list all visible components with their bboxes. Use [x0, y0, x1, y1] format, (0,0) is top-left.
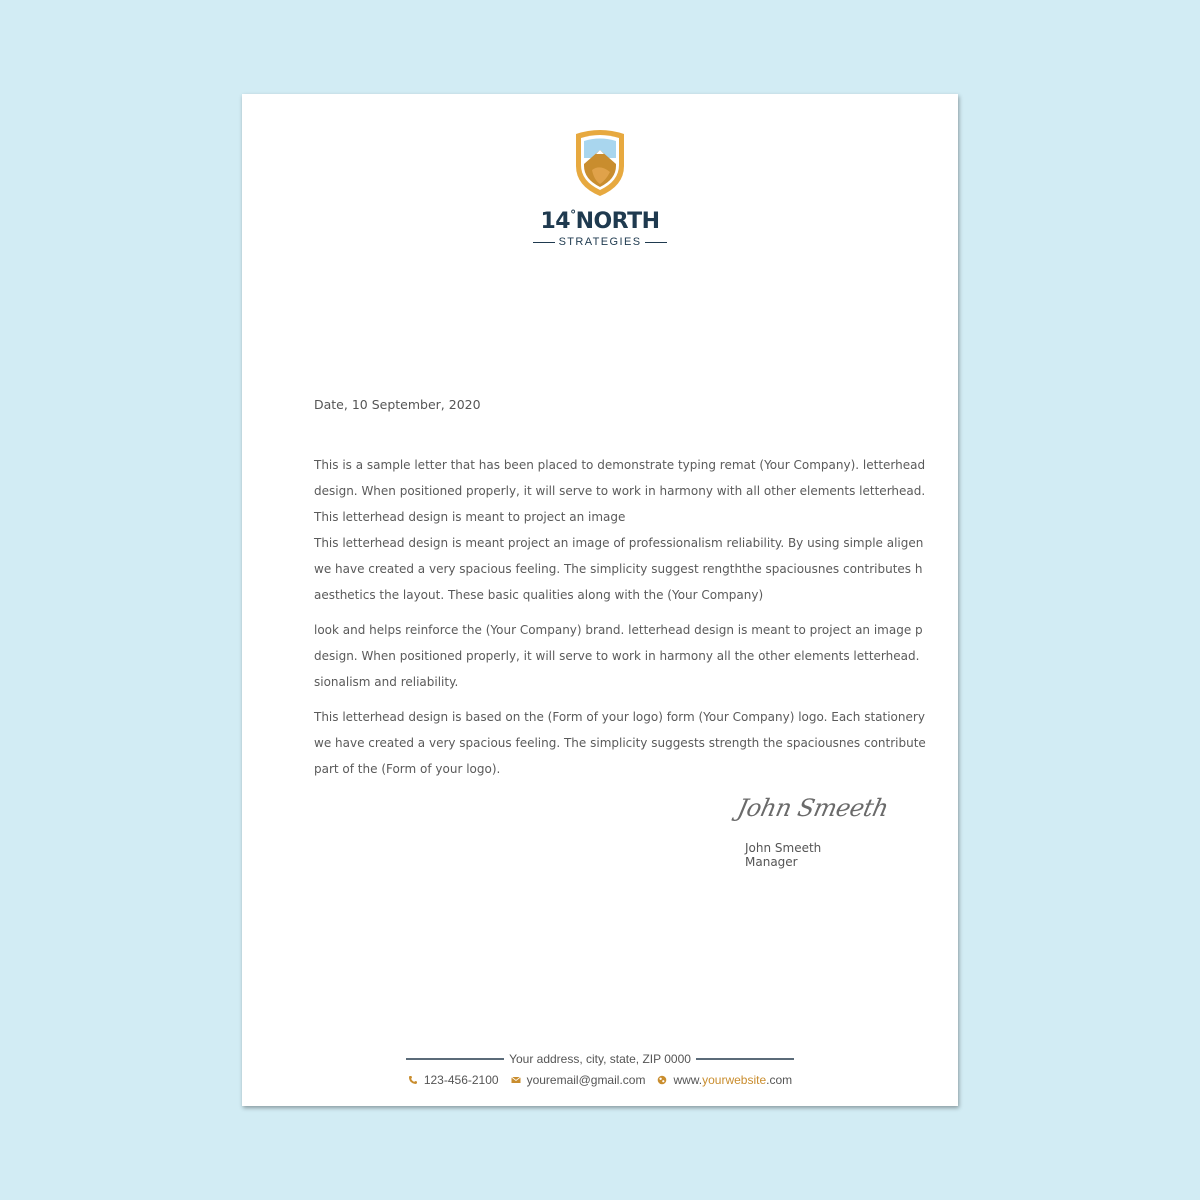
brand-subtitle-row: [500, 236, 700, 248]
brand-subtitle: STRATEGIES: [558, 236, 642, 248]
letter-body: [314, 452, 926, 791]
handwritten-signature: [735, 794, 898, 846]
footer-website[interactable]: [657, 1073, 792, 1087]
paragraph-line: This letterhead design is based on the (Form of your logo) form (Your Company) logo. Each stationery: [314, 710, 925, 724]
signer-block: [745, 841, 821, 869]
paragraph-line: design. When positioned properly, it will serve to work in harmony with all other elements letterhead.: [314, 484, 926, 498]
shield-mountain-logo: [570, 128, 630, 200]
paragraph-line: This is a sample letter that has been placed to demonstrate typing remat (Your Company). letterhead: [314, 458, 926, 472]
subtitle-rule-left: [533, 242, 555, 243]
paragraph-line: part of the (Form of your logo).: [314, 762, 501, 776]
brand-name: [500, 202, 700, 235]
letter-date: Date, 10 September, 2020: [314, 397, 481, 412]
paragraph: [314, 530, 924, 608]
paragraph: [314, 704, 926, 782]
letterhead-page: [242, 94, 958, 1106]
brand-degree: °: [570, 208, 576, 222]
paragraph-line: This letterhead design is meant to project an image: [314, 510, 626, 524]
website-suffix: .com: [766, 1073, 793, 1087]
paragraph: [314, 452, 926, 530]
footer-address-row: [406, 1052, 794, 1066]
envelope-icon: [511, 1075, 521, 1085]
paragraph-line: This letterhead design is meant project an image of professionalism reliability. By using simple aligen: [314, 536, 924, 550]
globe-icon: [657, 1075, 667, 1085]
paragraph-line: design. When positioned properly, it will serve to work in harmony all the other elements letterhead.: [314, 649, 920, 663]
brand-wordmark: [500, 202, 700, 248]
paragraph-line: we have created a very spacious feeling. The simplicity suggest rengththe spaciousnes contributes h: [314, 562, 923, 576]
phone-icon: [408, 1075, 418, 1085]
brand-number: 14: [540, 209, 571, 234]
phone-number: 123-456-2100: [423, 1073, 499, 1087]
footer-contact-row: [406, 1073, 794, 1087]
footer-rule-right: [696, 1058, 794, 1060]
signature-text: John Smeeth: [735, 794, 891, 822]
footer-email[interactable]: [511, 1073, 646, 1087]
website-prefix: www.: [673, 1073, 703, 1087]
website-name: yourwebsite: [702, 1073, 767, 1087]
paragraph: [314, 617, 923, 695]
footer-phone: [408, 1073, 499, 1087]
paragraph-line: aesthetics the layout. These basic qualities along with the (Your Company): [314, 588, 764, 602]
subtitle-rule-right: [645, 242, 667, 243]
signer-name: John Smeeth: [745, 841, 822, 855]
brand-name-text: NORTH: [575, 209, 660, 234]
footer-rule-left: [406, 1058, 504, 1060]
signer-title: Manager: [745, 855, 798, 869]
paragraph-line: we have created a very spacious feeling. The simplicity suggests strength the spaciousnes contribute: [314, 736, 926, 750]
footer-address: Your address, city, state, ZIP 0000: [509, 1052, 691, 1066]
website-url[interactable]: [673, 1073, 792, 1087]
paragraph-line: look and helps reinforce the (Your Company) brand. letterhead design is meant to project an image p: [314, 623, 923, 637]
email-address[interactable]: youremail@gmail.com: [526, 1073, 646, 1087]
paragraph-line: sionalism and reliability.: [314, 675, 459, 689]
